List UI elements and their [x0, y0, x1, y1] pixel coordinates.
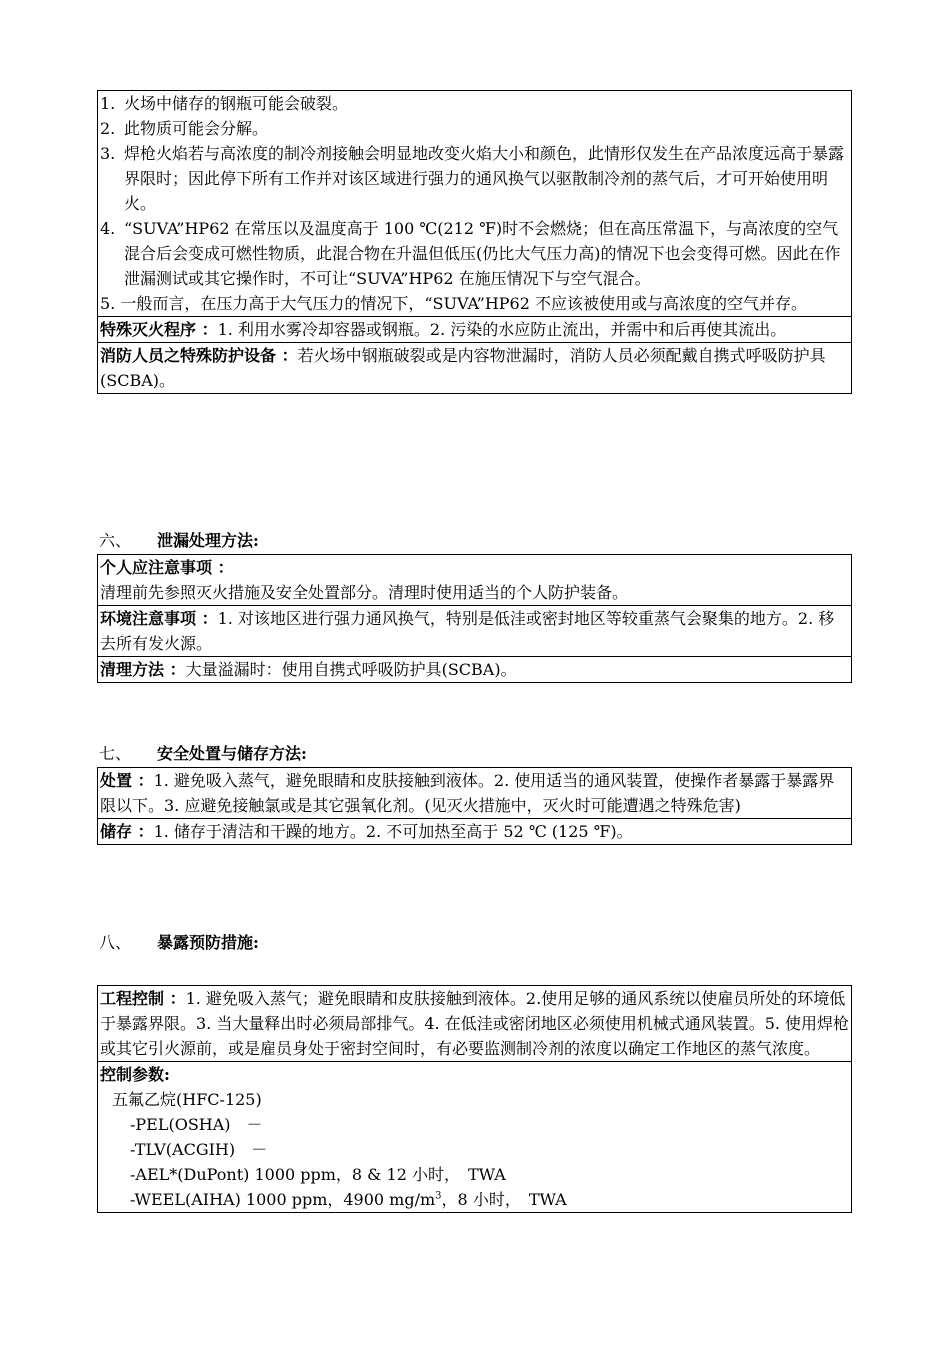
section-7-heading	[99, 741, 307, 766]
section-6-title: 泄漏处理方法:	[157, 531, 259, 550]
engineering-controls-row	[98, 986, 851, 1061]
hazard-item-number: 2.	[100, 119, 116, 138]
section-7-title: 安全处置与储存方法:	[157, 744, 307, 763]
environmental-precautions-text: 1. 对该地区进行强力通风换气，特别是低洼或密封地区等较重蒸气会聚集的地方。2. 移去所有发火源。	[100, 609, 835, 653]
fire-hazards-table	[97, 90, 852, 394]
weel-limit-b: ，8 小时， TWA	[441, 1190, 567, 1209]
weel-limit-superscript: 3	[435, 1190, 442, 1202]
engineering-controls-label: 工程控制 ：	[100, 989, 186, 1008]
tlv-limit: -TLV(ACGIH) －	[130, 1140, 268, 1159]
hazard-item	[100, 116, 850, 141]
section-8-title: 暴露预防措施:	[157, 933, 259, 952]
engineering-controls-text: 1. 避免吸入蒸气；避免眼睛和皮肤接触到液体。2.使用足够的通风系统以使雇员所处的环境低于暴露界限。3. 当大量释出时必须局部排气。4. 在低洼或密闭地区必须使用机械式通风装置。5. 使用焊枪或其它引火源前，或是雇员身处于密封空间时，有必要监测制冷剂的浓度以确定工作地区的蒸气浓度。	[100, 989, 850, 1058]
hazard-item-text: 此物质可能会分解。	[124, 119, 269, 138]
section-8-heading	[99, 930, 259, 955]
spill-table	[97, 554, 852, 683]
fire-hazards-list	[98, 91, 851, 316]
handling-row	[98, 768, 851, 818]
hazard-item	[100, 91, 850, 116]
hazard-item-text: 焊枪火焰若与高浓度的制冷剂接触会明显地改变火焰大小和颜色，此情形仅发生在产品浓度远高于暴露界限时；因此停下所有工作并对该区域进行强力的通风换气以驱散制冷剂的蒸气后，才可开始使用明火。	[124, 144, 845, 213]
control-parameters-label: 控制参数:	[100, 1065, 170, 1084]
section-8-number: 八、	[99, 933, 132, 952]
section-7-number: 七、	[99, 744, 132, 763]
personal-precautions-label: 个人应注意事项 ：	[100, 558, 234, 577]
environmental-precautions-row	[98, 605, 851, 656]
cleanup-method-text: 大量溢漏时：使用自携式呼吸防护具(SCBA)。	[185, 660, 517, 679]
pel-limit: -PEL(OSHA) －	[130, 1115, 263, 1134]
personal-precautions-row	[98, 555, 851, 605]
hazard-item	[100, 216, 850, 291]
hazard-item-5: 5. 一般而言，在压力高于大气压力的情况下，“SUVA”HP62 不应该被使用或与高浓度的空气并存。	[100, 294, 807, 313]
ael-limit: -AEL*(DuPont) 1000 ppm，8 & 12 小时， TWA	[130, 1165, 506, 1184]
handling-label: 处置 ：	[100, 771, 154, 790]
firefighter-ppe-text: 若火场中钢瓶破裂或是内容物泄漏时，消防人员必须配戴自携式呼吸防护具(SCBA)。	[100, 346, 826, 390]
weel-limit	[100, 1187, 850, 1212]
handling-text: 1. 避免吸入蒸气，避免眼睛和皮肤接触到液体。2. 使用适当的通风装置，使操作者暴露于暴露界限以下。3. 应避免接触氯或是其它强氧化剂。(见灭火措施中，灭火时可能遭遇之特殊危害)	[100, 771, 835, 815]
hazard-item	[100, 141, 850, 216]
weel-limit-a: -WEEL(AIHA) 1000 ppm，4900 mg/m	[130, 1190, 436, 1209]
handling-storage-table	[97, 767, 852, 845]
hazard-item-number: 1.	[100, 94, 116, 113]
environmental-precautions-label: 环境注意事项 ：	[100, 609, 218, 628]
cleanup-method-label: 清理方法 ：	[100, 660, 186, 679]
special-firefighting-text: 1. 利用水雾冷却容器或钢瓶。2. 污染的水应防止流出，并需中和后再使其流出。	[217, 320, 787, 339]
hazard-item-number: 4.	[100, 219, 116, 238]
firefighter-ppe-label: 消防人员之特殊防护设备 ：	[100, 346, 298, 365]
storage-row	[98, 818, 851, 844]
storage-label: 储存 ：	[100, 822, 154, 841]
hazard-item-number: 3.	[100, 144, 116, 163]
substance-name: 五氟乙烷(HFC-125)	[112, 1090, 262, 1109]
exposure-controls-table	[97, 985, 852, 1213]
hazard-item-text: “SUVA”HP62 在常压以及温度高于 100 ℃(212 ℉)时不会燃烧；但在高压常温下，与高浓度的空气混合后会变成可燃性物质，此混合物在升温但低压(仍比大气压力高)的情况下也会变得可燃。因此在作泄漏测试或其它操作时，不可让“SUVA”HP62 在施压情况下与空气混合。	[124, 219, 841, 288]
cleanup-method-row	[98, 656, 851, 682]
special-firefighting-row	[98, 316, 851, 342]
personal-precautions-text: 清理前先参照灭火措施及安全处置部分。清理时使用适当的个人防护装备。	[100, 583, 629, 602]
section-6-heading	[99, 528, 259, 553]
storage-text: 1. 储存于清洁和干躁的地方。2. 不可加热至高于 52 ℃ (125 ℉)。	[153, 822, 633, 841]
hazard-item-text: 火场中储存的钢瓶可能会破裂。	[124, 94, 349, 113]
control-parameters-row	[98, 1061, 851, 1212]
firefighter-ppe-row	[98, 342, 851, 393]
section-6-number: 六、	[99, 531, 132, 550]
special-firefighting-label: 特殊灭火程序 ：	[100, 320, 218, 339]
